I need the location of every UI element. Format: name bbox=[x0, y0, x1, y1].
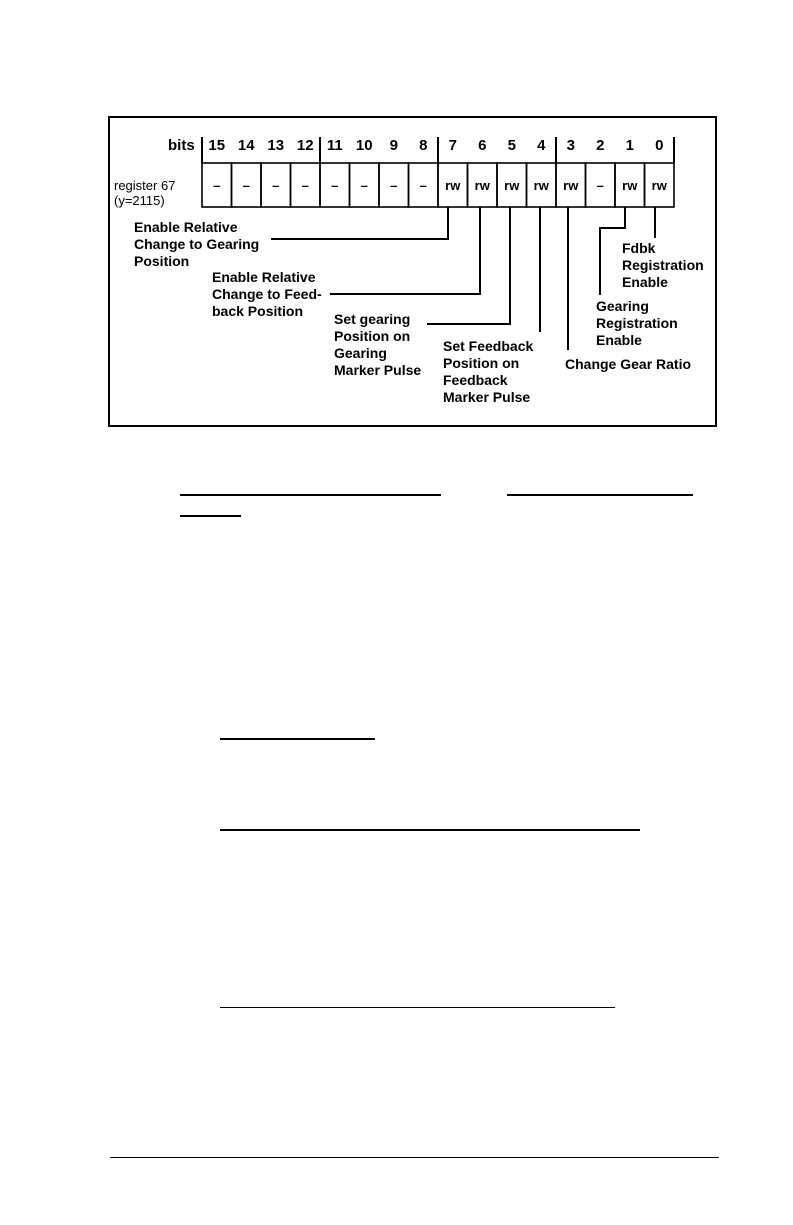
underline-rule-5 bbox=[220, 829, 640, 831]
bit-number-row bbox=[208, 137, 663, 154]
bit-number-0: 0 bbox=[655, 137, 664, 154]
register-cell-row bbox=[202, 163, 674, 207]
register-cell-value-bit3: rw bbox=[563, 178, 579, 193]
annotation-bit6 bbox=[212, 269, 322, 319]
annotation-bit7 bbox=[134, 219, 259, 269]
underline-rule-1 bbox=[180, 494, 441, 496]
annotation-bit4-line1: Set Feedback bbox=[443, 338, 534, 354]
annotation-bit6-line1: Enable Relative bbox=[212, 269, 316, 285]
bit-number-2: 2 bbox=[596, 137, 605, 154]
annotation-bit1-line2: Registration bbox=[596, 315, 678, 331]
bit-number-4: 4 bbox=[537, 137, 546, 154]
register-cell-value-bit1: rw bbox=[622, 178, 638, 193]
register-cell-value-bit12: – bbox=[301, 178, 309, 193]
underline-rule-2 bbox=[507, 494, 693, 496]
annotation-bit7-line2: Change to Gearing bbox=[134, 236, 260, 252]
bit-number-6: 6 bbox=[478, 137, 487, 154]
bit-number-12: 12 bbox=[296, 137, 314, 154]
annotation-bit1 bbox=[596, 298, 678, 348]
bit-number-15: 15 bbox=[208, 137, 226, 154]
leader-bit7 bbox=[271, 207, 448, 239]
bit-number-3: 3 bbox=[566, 137, 575, 154]
annotation-bit5 bbox=[334, 311, 421, 378]
annotation-bit3-line1: Change Gear Ratio bbox=[565, 356, 692, 372]
register-cell-value-bit13: – bbox=[272, 178, 280, 193]
underline-rule-6 bbox=[220, 1007, 615, 1008]
annotation-bit5-line3: Gearing bbox=[334, 345, 387, 361]
annotation-bit3 bbox=[565, 356, 691, 372]
register-name-line1: register 67 bbox=[114, 178, 176, 193]
bits-label: bits bbox=[168, 137, 195, 154]
bit-number-11: 11 bbox=[326, 137, 343, 154]
underline-rule-3 bbox=[180, 515, 241, 517]
annotation-bit5-line2: Position on bbox=[334, 328, 411, 344]
register-cell-value-bit0: rw bbox=[651, 178, 667, 193]
leader-bit6 bbox=[330, 207, 480, 294]
underline-rule-4 bbox=[220, 738, 375, 740]
annotation-bit1-line1: Gearing bbox=[596, 298, 649, 314]
register-cell-value-bit4: rw bbox=[533, 178, 549, 193]
register-cell-value-bit5: rw bbox=[504, 178, 520, 193]
bit-number-10: 10 bbox=[355, 137, 373, 154]
register-cell-value-bit10: – bbox=[360, 178, 368, 193]
register-cell-value-bit15: – bbox=[213, 178, 221, 193]
annotation-bit4-line2: Position on bbox=[443, 355, 520, 371]
annotation-bit6-line3: back Position bbox=[212, 303, 304, 319]
annotation-bit0-line1: Fdbk bbox=[622, 240, 656, 256]
register-name-line2: (y=2115) bbox=[114, 193, 165, 208]
annotation-bit4-line3: Feedback bbox=[443, 372, 508, 388]
annotation-bit5-line4: Marker Pulse bbox=[334, 362, 422, 378]
annotation-bit7-line3: Position bbox=[134, 253, 190, 269]
bit-number-5: 5 bbox=[507, 137, 516, 154]
annotation-bit0 bbox=[622, 240, 704, 290]
bit-number-8: 8 bbox=[419, 137, 428, 154]
bit-number-7: 7 bbox=[448, 137, 457, 154]
register-cell-value-bit14: – bbox=[242, 178, 250, 193]
register-cell-value-bit11: – bbox=[331, 178, 339, 193]
annotation-bit1-line3: Enable bbox=[596, 332, 642, 348]
register-cell-value-bit7: rw bbox=[445, 178, 461, 193]
register-cell-value-bit2: – bbox=[596, 178, 604, 193]
annotation-bit0-line3: Enable bbox=[622, 274, 668, 290]
bit-number-1: 1 bbox=[625, 137, 634, 154]
annotation-bit5-line1: Set gearing bbox=[334, 311, 411, 327]
annotation-bit7-line1: Enable Relative bbox=[134, 219, 238, 235]
register-cell-value-bit9: – bbox=[390, 178, 398, 193]
bit-number-13: 13 bbox=[267, 137, 285, 154]
bit-number-14: 14 bbox=[237, 137, 255, 154]
footer-rule bbox=[110, 1157, 719, 1158]
leader-bit5 bbox=[427, 207, 510, 324]
register-cell-value-bit6: rw bbox=[474, 178, 490, 193]
annotation-bit6-line2: Change to Feed- bbox=[212, 286, 322, 302]
annotation-bit4 bbox=[443, 338, 533, 405]
annotation-bit4-line4: Marker Pulse bbox=[443, 389, 531, 405]
register-cell-value-bit8: – bbox=[419, 178, 427, 193]
bit-number-9: 9 bbox=[389, 137, 398, 154]
annotation-bit0-line2: Registration bbox=[622, 257, 704, 273]
